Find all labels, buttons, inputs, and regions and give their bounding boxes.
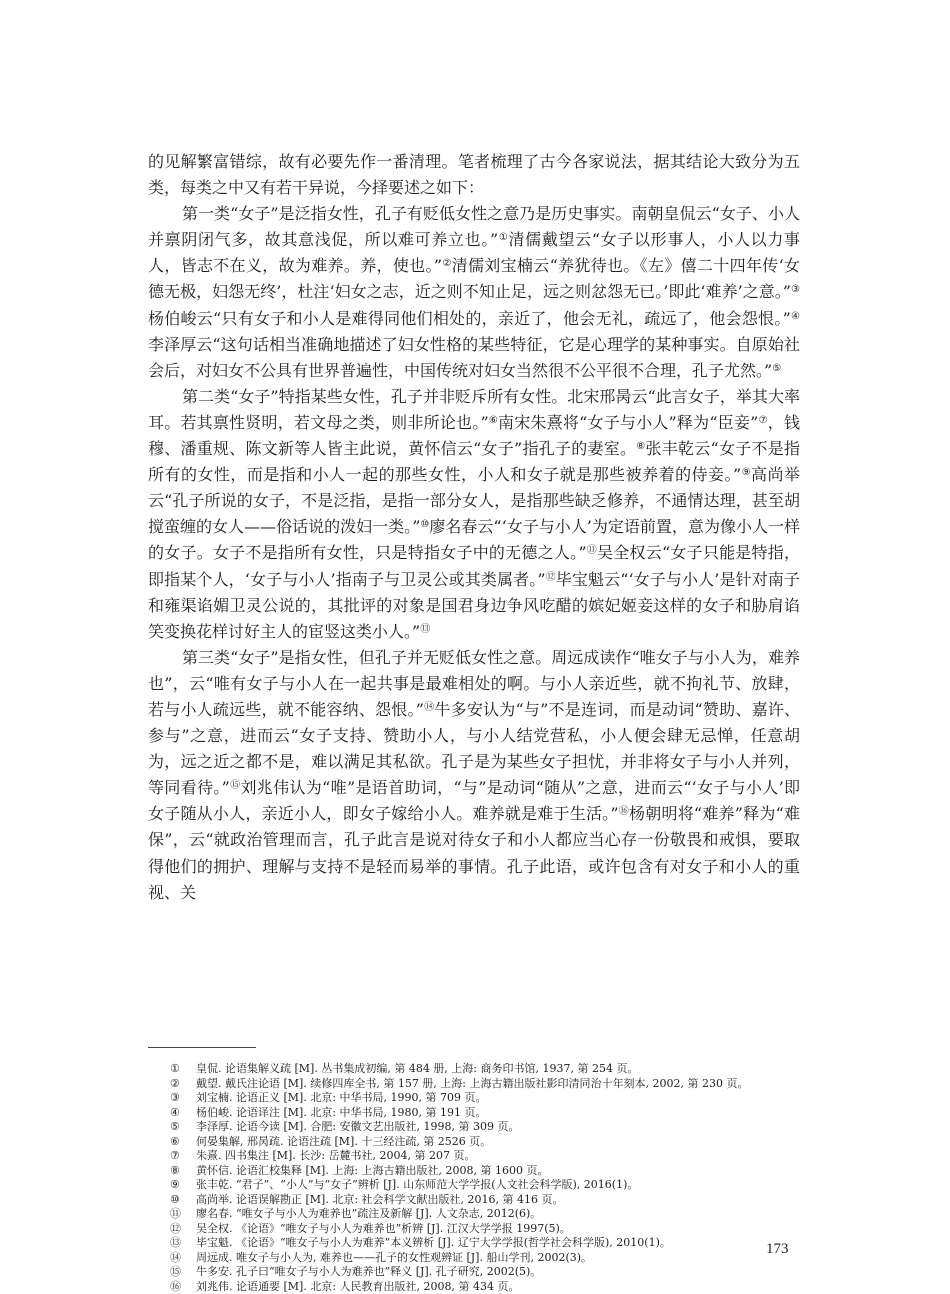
footnote-number: ⑬ <box>170 1236 196 1251</box>
footnote-number: ⑤ <box>170 1120 196 1135</box>
footnote-ref[interactable]: ⑨ <box>741 467 751 478</box>
footnote-number: ⑯ <box>170 1280 196 1294</box>
footnote-item <box>170 1280 800 1294</box>
paragraph-text: 杨朝明将“难养”释为“难保”，云“就政治管理而言，孔子此言是说对待女子和小人都应当心存一份敬畏和戒惧，要取得他们的拥护、理解与支持不是轻而易举的事情。孔子此语，或许包含有对女子和小人的重视、关 <box>148 804 800 901</box>
footnote-item <box>170 1120 800 1135</box>
paragraph-text: 李泽厚云“这句话相当准确地描述了妇女性格的某些特征，它是心理学的某种事实。自原始社会后，对妇女不公具有世界普遍性，中国传统对妇女当然很不公平很不合理，孔子尤然。” <box>148 335 800 380</box>
footnote-item <box>170 1135 800 1150</box>
footnote-text: 黄怀信. 论语汇校集释 [M]. 上海: 上海古籍出版社, 2008, 第 1600 页。 <box>196 1164 800 1179</box>
footnote-text: 皇侃. 论语集解义疏 [M]. 丛书集成初编, 第 484 册, 上海: 商务印书馆, 1937, 第 254 页。 <box>196 1062 800 1077</box>
footnote-item <box>170 1164 800 1179</box>
footnote-number: ⑪ <box>170 1207 196 1222</box>
paragraph-text: 第二类“女子”特指某些女性，孔子并非贬斥所有女性。北宋邢昺云“此言女子，举其大率耳。若其禀性贤明，若文母之类，则非所论也。” <box>148 387 800 432</box>
paragraph-text: ，钱穆、潘重规、陈文新等人皆主此说，黄怀信云“女子”指孔子的妻室。 <box>148 413 800 458</box>
footnote-text: 刘兆伟. 论语通要 [M]. 北京: 人民教育出版社, 2008, 第 434 页。 <box>196 1280 800 1294</box>
footnote-text: 朱熹. 四书集注 [M]. 长沙: 岳麓书社, 2004, 第 207 页。 <box>196 1149 800 1164</box>
paragraph-text: 南宋朱熹将“女子与小人”释为“臣妾” <box>498 413 758 432</box>
footnote-text: 何晏集解, 邢昺疏. 论语注疏 [M]. 十三经注疏, 第 2526 页。 <box>196 1135 800 1150</box>
footnote-ref[interactable]: ⑪ <box>587 545 597 556</box>
footnote-item <box>170 1222 800 1237</box>
footnote-item <box>170 1178 800 1193</box>
footnote-text: 周远成. 唯女子与小人为, 难养也——孔子的女性观辨证 [J]. 船山学刊, 2002(3)。 <box>196 1251 800 1266</box>
footnote-ref[interactable]: ⑫ <box>546 572 556 583</box>
body-paragraph <box>148 149 800 201</box>
paragraph-text: 牛多安认为“与”不是连词，而是动词“赞助、嘉许、参与”之意，进而云“女子支持、赞助小人，与小人结党营私，小人便会肆无忌惮，任意胡为，远之近之都不是，难以满足其私欲。孔子是为某些女子担忧，并非将女子与小人并列，等同看待。” <box>148 700 800 797</box>
footnote-item <box>170 1106 800 1121</box>
footnote-item <box>170 1149 800 1164</box>
footnote-item <box>170 1193 800 1208</box>
footnote-text: 廖名春. “唯女子与小人为难养也”疏注及新解 [J]. 人文杂志, 2012(6)。 <box>196 1207 800 1222</box>
footnote-number: ③ <box>170 1091 196 1106</box>
footnote-text: 吴全权. 《论语》“唯女子与小人为难养也”析辨 [J]. 江汉大学学报 1997(5)。 <box>196 1222 800 1237</box>
footnote-number: ⑧ <box>170 1164 196 1179</box>
paragraph-text: 第三类“女子”是指女性，但孔子并无贬低女性之意。周远成读作“唯女子与小人为，难养也”，云“唯有女子与小人在一起共事是最难相处的啊。与小人亲近些，就不拘礼节、放肆，若与小人疏远些，就不能容纳、怨恨。” <box>148 648 800 719</box>
footnote-text: 牛多安. 孔子曰“唯女子与小人为难养也”释义 [J]. 孔子研究, 2002(5)。 <box>196 1265 800 1280</box>
body-paragraph <box>148 384 800 645</box>
footnote-text: 戴望. 戴氏注论语 [M]. 续修四库全书, 第 157 册, 上海: 上海古籍出版社影印清同治十年刻本, 2002, 第 230 页。 <box>196 1077 800 1092</box>
paragraph-text: 第一类“女子”是泛指女性，孔子有贬低女性之意乃是历史事实。南朝皇侃云“女子、小人并禀阴闭气多，故其意浅促，所以难可养立也。” <box>148 204 800 249</box>
footnote-ref[interactable]: ⑩ <box>420 519 429 530</box>
footnote-ref[interactable]: ③ <box>791 284 800 295</box>
paragraph-text: 清儒刘宝楠云“养犹待也。《左》僖二十四年传‘女德无极，妇怨无终’，杜注‘妇女之志，近之则不知止足，远之则忿怨无已。’即此‘难养’之意。” <box>148 256 800 301</box>
footnote-number: ⑨ <box>170 1178 196 1193</box>
paragraph-text: 的见解繁富错综，故有必要先作一番清理。笔者梳理了古今各家说法，据其结论大致分为五类，每类之中又有若干异说，今择要述之如下： <box>148 152 800 197</box>
footnote-text: 李泽厚. 论语今读 [M]. 合肥: 安徽文艺出版社, 1998, 第 309 页。 <box>196 1120 800 1135</box>
footnote-ref[interactable]: ⑬ <box>420 624 430 635</box>
paragraph-text: 毕宝魁云“‘女子与小人’是针对南子和雍渠谄媚卫灵公说的，其批评的对象是国君身边争风吃醋的嫔妃姬妾这样的女子和胁肩谄笑变换花样讨好主人的宦竖这类小人。” <box>148 570 800 641</box>
footnote-rule <box>148 1047 256 1048</box>
footnote-ref[interactable]: ⑦ <box>758 415 767 426</box>
body-paragraph <box>148 201 800 384</box>
footnote-ref[interactable]: ① <box>498 232 508 243</box>
footnote-number: ④ <box>170 1106 196 1121</box>
footnote-list <box>170 1062 800 1294</box>
paragraph-text: 清儒戴望云“女子以形事人，小人以力事人，皆志不在义，故为难养。养，使也。” <box>148 230 800 275</box>
footnote-ref[interactable]: ⑥ <box>489 415 498 426</box>
paragraph-text: 刘兆伟认为“唯”是语首助词，“与”是动词“随从”之意，进而云“‘女子与小人’即女子随从小人，亲近小人，即女子嫁给小人。难养就是难于生活。” <box>148 778 800 823</box>
footnote-item <box>170 1207 800 1222</box>
page-number: 173 <box>766 1241 789 1258</box>
footnote-number: ⑥ <box>170 1135 196 1150</box>
paragraph-text: 杨伯峻云“只有女子和小人是难得同他们相处的，亲近了，他会无礼，疏远了，他会怨恨。” <box>148 309 791 328</box>
footnote-item <box>170 1251 800 1266</box>
footnote-ref[interactable]: ⑤ <box>772 363 781 374</box>
paragraph-text: 吴全权云“女子只能是特指，即指某个人，‘女子与小人’指南子与卫灵公或其类属者。” <box>148 543 800 588</box>
paragraph-text: 张丰乾云“女子不是指所有的女性，而是指和小人一起的那些女性，小人和女子就是那些被养着的侍妾。” <box>148 439 800 484</box>
footnote-text: 张丰乾. “君子”、“小人”与“女子”辨析 [J]. 山东师范大学学报(人文社会科学版), 2016(1)。 <box>196 1178 800 1193</box>
footnote-ref[interactable]: ⑯ <box>619 806 629 817</box>
footnote-text: 毕宝魁. 《论语》“唯女子与小人为难养”本义辨析 [J]. 辽宁大学学报(哲学社会科学版), 2010(1)。 <box>196 1236 800 1251</box>
body-text <box>148 149 800 906</box>
footnote-number: ⑭ <box>170 1251 196 1266</box>
footnote-text: 高尚举. 论语误解勘正 [M]. 北京: 社会科学文献出版社, 2016, 第 416 页。 <box>196 1193 800 1208</box>
footnote-number: ⑫ <box>170 1222 196 1237</box>
footnote-item <box>170 1265 800 1280</box>
footnote-number: ② <box>170 1077 196 1092</box>
footnote-item <box>170 1062 800 1077</box>
footnote-item <box>170 1091 800 1106</box>
footnote-item <box>170 1236 800 1251</box>
footnote-ref[interactable]: ⑭ <box>424 702 434 713</box>
footnote-item <box>170 1077 800 1092</box>
paragraph-text: 高尚举云“孔子所说的女子，不是泛指，是指一部分女人，是指那些缺乏修养，不通情达理，甚至胡搅蛮缠的女人——俗话说的泼妇一类。” <box>148 465 800 536</box>
footnote-ref[interactable]: ② <box>442 258 452 269</box>
footnote-number: ① <box>170 1062 196 1077</box>
footnote-number: ⑮ <box>170 1265 196 1280</box>
footnote-text: 刘宝楠. 论语正义 [M]. 北京: 中华书局, 1990, 第 709 页。 <box>196 1091 800 1106</box>
footnote-ref[interactable]: ④ <box>791 311 800 322</box>
footnote-ref[interactable]: ⑧ <box>636 441 645 452</box>
footnote-number: ⑦ <box>170 1149 196 1164</box>
paragraph-text: 廖名春云“‘女子与小人’为定语前置，意为像小人一样的女子。女子不是指所有女性，只是特指女子中的无德之人。” <box>148 517 800 562</box>
footnote-text: 杨伯峻. 论语译注 [M]. 北京: 中华书局, 1980, 第 191 页。 <box>196 1106 800 1121</box>
body-paragraph <box>148 645 800 906</box>
footnote-ref[interactable]: ⑮ <box>230 780 241 791</box>
footnote-number: ⑩ <box>170 1193 196 1208</box>
